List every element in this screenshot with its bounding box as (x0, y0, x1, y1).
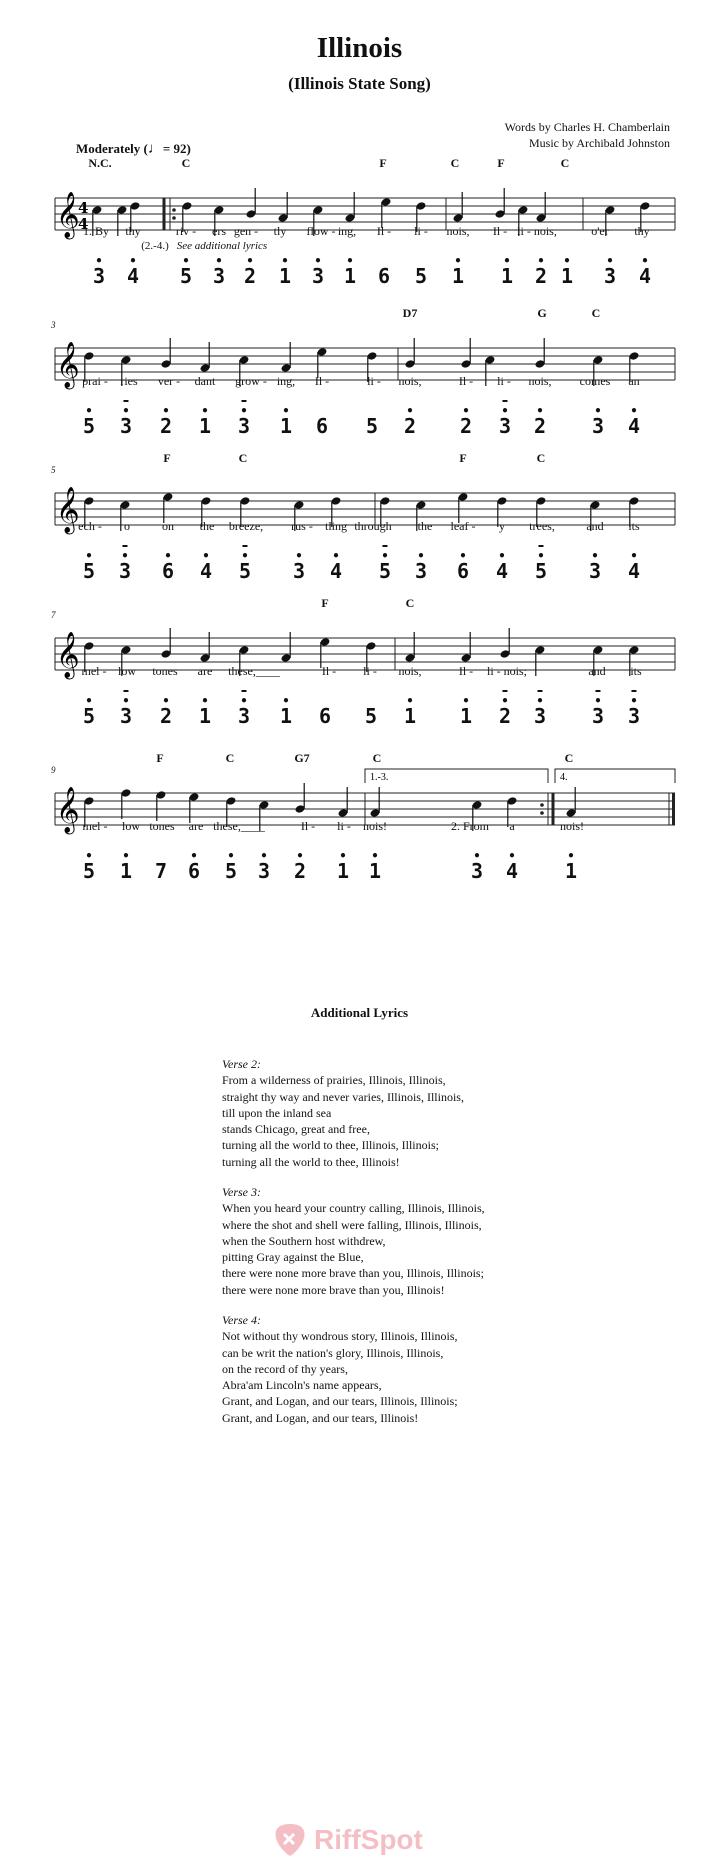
harmonica-tab-number: • 1 (120, 859, 132, 883)
lyric-syllable: li - (337, 819, 351, 833)
verse-line: on the record of thy years, (222, 1361, 348, 1376)
lyric-syllable: through (354, 519, 392, 533)
verse-line: stands Chicago, great and free, (222, 1122, 370, 1137)
verse-heading: Verse 4: (222, 1313, 261, 1327)
lyric-syllable: the (417, 519, 433, 533)
lyric-syllable: tones (149, 819, 175, 833)
measure-number: 5 (51, 465, 56, 475)
lyric-syllable: tones (152, 664, 178, 678)
lyric-syllable: 2. From (450, 819, 490, 833)
harmonica-tab-number: • 3 (293, 559, 305, 583)
ending-bracket-2 (555, 769, 675, 783)
music-credit: Music by Archibald Johnston (529, 136, 670, 150)
lyric-syllable: 1. By (82, 224, 110, 238)
harmonica-tab-number: • 3 (604, 264, 616, 288)
chord-symbol: F (379, 156, 387, 170)
harmonica-tab-number: • 5 (535, 559, 547, 583)
verse-line: From a wilderness of prairies, Illinois, Illinois, (222, 1073, 446, 1088)
verse-line: Abra'am Lincoln's name appears, (222, 1378, 382, 1393)
harmonica-tab-number: 5 (364, 704, 378, 728)
harmonica-tab-number: • 3 (119, 559, 131, 583)
lyric-note: (2.-4.) (141, 240, 169, 252)
repeat-dot (540, 803, 544, 807)
lyric-syllable: are (197, 664, 213, 678)
lyric-syllable: these,____ (213, 819, 265, 833)
harmonica-tab-number: • 2 (460, 414, 472, 438)
harmonica-tab-number: • 2 (534, 414, 546, 438)
harmonica-tab-number: • 3 (499, 414, 511, 438)
lyric-syllable: li - nois; (486, 664, 528, 678)
music-system (0, 156, 719, 320)
chord-symbol: G (537, 306, 547, 320)
harmonica-tab-number: • 5 (83, 704, 95, 728)
verse-line: can be writ the nation's glory, Illinois, Illinois, (222, 1345, 444, 1360)
harmonica-tab-number: • 3 (592, 704, 604, 728)
verse-line: straight thy way and never varies, Illinois, Illinois, (222, 1089, 464, 1104)
harmonica-tab-number: • 1 (280, 414, 292, 438)
harmonica-tab-number: • 4 (628, 559, 640, 583)
harmonica-tab-number: 7 (154, 859, 168, 883)
harmonica-tab-number: • 1 (404, 704, 416, 728)
verse-line: turning all the world to thee, Illinois, Illinois; (222, 1138, 439, 1153)
harmonica-tab-number: • 4 (506, 859, 518, 883)
chord-symbol: C (372, 751, 382, 765)
words-credit: Words by Charles H. Chamberlain (504, 120, 670, 134)
treble-clef-icon: 𝄞 (56, 192, 80, 238)
harmonica-tab-number: • 2 (244, 264, 256, 288)
lyric-syllable: Il - (314, 374, 330, 388)
lyric-syllable: gen - (233, 224, 259, 238)
tempo-bpm: = 92) (162, 141, 191, 156)
lyric-syllable: thy (634, 224, 650, 238)
harmonica-tab-number: • 3 (592, 414, 604, 438)
harmonica-tab-number: 5 (414, 264, 428, 288)
verse-line: till upon the inland sea (222, 1105, 332, 1120)
harmonica-tab-number: • 3 (93, 264, 105, 288)
harmonica-tab-number: • 3 (258, 859, 270, 883)
lyric-syllable: rus - (291, 519, 313, 533)
harmonica-tab-number: • 1 (561, 264, 573, 288)
verse-line: When you heard your country calling, Illinois, Illinois, (222, 1201, 485, 1216)
chord-symbol: C (181, 156, 191, 170)
harmonica-tab-number: • 1 (501, 264, 513, 288)
chord-symbol: D7 (402, 306, 418, 320)
verse-heading: Verse 3: (222, 1185, 261, 1199)
chord-symbol: C (536, 451, 546, 465)
lyric-syllable: its (630, 664, 642, 678)
guitar-pick-icon (272, 1822, 308, 1858)
verse-line: when the Southern host withdrew, (222, 1233, 386, 1248)
harmonica-tab-number: • 2 (160, 414, 172, 438)
lyric-syllable: Il - (376, 224, 392, 238)
lyric-syllable: Il - (458, 374, 474, 388)
verse-heading: Verse 2: (222, 1057, 261, 1071)
harmonica-tab-number: • 4 (628, 414, 640, 438)
tempo-label: Moderately (76, 141, 141, 156)
harmonica-tab-number: • 4 (127, 264, 139, 288)
music-system (0, 596, 719, 760)
lyric-syllable: these,____ (228, 664, 280, 678)
lyric-syllable: grow - (235, 374, 267, 388)
harmonica-tab-number: • 1 (369, 859, 381, 883)
lyric-syllable: flow - (306, 224, 336, 238)
harmonica-tab-number: • 5 (83, 559, 95, 583)
harmonica-tab-number: • 2 (294, 859, 306, 883)
harmonica-tab-number: • 3 (471, 859, 483, 883)
lyric-syllable: and (588, 664, 606, 678)
lyric-syllable: comes (579, 374, 611, 388)
repeat-dot (172, 208, 176, 212)
additional-lyrics-title: Additional Lyrics (310, 1005, 409, 1020)
treble-clef-icon: 𝄞 (56, 487, 80, 533)
harmonica-tab-number: • 6 (188, 859, 200, 883)
measure-number: 7 (51, 610, 56, 620)
harmonica-tab-number: • 4 (330, 559, 342, 583)
lyric-syllable: ries (120, 374, 138, 388)
harmonica-tab-number: • 5 (83, 414, 95, 438)
harmonica-tab-number: • 5 (83, 859, 95, 883)
harmonica-tab-number: • 5 (180, 264, 192, 288)
ending-label-1: 1.-3. (370, 772, 389, 783)
lyric-syllable: and (586, 519, 604, 533)
lyric-syllable: Il - (458, 664, 474, 678)
lyric-syllable: prai - (82, 374, 108, 388)
verse-line: there were none more brave than you, Illinois, Illinois; (222, 1266, 484, 1281)
ending-bracket-1 (365, 769, 548, 783)
staff (0, 620, 719, 710)
lyric-syllable: leaf - (450, 519, 476, 533)
lyric-syllable: its (628, 519, 640, 533)
harmonica-tab-number: • 6 (162, 559, 174, 583)
harmonica-tab-number: • 5 (379, 559, 391, 583)
harmonica-tab-number: • 1 (199, 414, 211, 438)
music-system (0, 306, 719, 470)
verse-block (222, 1184, 485, 1298)
lyric-syllable: nois! (560, 819, 584, 833)
lyric-syllable: li - (414, 224, 428, 238)
harmonica-tab-number: • 1 (452, 264, 464, 288)
harmonica-tab-number: • 2 (535, 264, 547, 288)
harmonica-tab-number: • 1 (199, 704, 211, 728)
lyric-syllable: ver - (157, 374, 181, 388)
repeat-dot (172, 216, 176, 220)
measure-number: 9 (51, 765, 56, 775)
chord-symbol: G7 (294, 751, 310, 765)
lyric-syllable: nois! (363, 819, 387, 833)
verse-line: pitting Gray against the Blue, (222, 1250, 364, 1265)
harmonica-tab-number: • 1 (344, 264, 356, 288)
chord-symbol: C (405, 596, 415, 610)
ending-label-2: 4. (560, 772, 568, 783)
harmonica-tab-number: 6 (318, 704, 332, 728)
harmonica-tab-number: • 1 (337, 859, 349, 883)
verse-line: Grant, and Logan, and our tears, Illinois, Illinois; (222, 1394, 458, 1409)
chord-symbol: F (156, 751, 164, 765)
chord-symbol: C (591, 306, 601, 320)
lyric-syllable: thy (125, 224, 141, 238)
lyric-syllable: breeze, (228, 519, 264, 533)
lyric-syllable: nois, (446, 224, 470, 238)
lyric-syllable: on (162, 519, 174, 533)
harmonica-tab-number: • 3 (238, 414, 250, 438)
lyric-syllable: riv - (175, 224, 197, 238)
chord-symbol: F (321, 596, 329, 610)
lyric-syllable: nois, (528, 374, 552, 388)
measure-number: 3 (51, 320, 56, 330)
lyric-syllable: o (124, 519, 130, 533)
lyric-syllable: Il - (492, 224, 508, 238)
harmonica-tab-number: • 1 (460, 704, 472, 728)
lyric-syllable: ing, (337, 224, 357, 238)
lyric-note: See additional lyrics (176, 240, 268, 252)
lyric-syllable: y (499, 519, 505, 533)
harmonica-tab-number: • 3 (628, 704, 640, 728)
riffspot-logo (272, 1820, 423, 1860)
treble-clef-icon: 𝄞 (56, 632, 80, 678)
chord-symbol: F (459, 451, 467, 465)
harmonica-tab-number: • 4 (200, 559, 212, 583)
lyric-syllable: a (509, 819, 515, 833)
song-subtitle: (Illinois State Song) (288, 74, 431, 93)
harmonica-tab-number: • 2 (404, 414, 416, 438)
harmonica-tab-number: • 6 (457, 559, 469, 583)
lyric-syllable: li - (363, 664, 377, 678)
lyric-syllable: nois, (398, 374, 422, 388)
treble-clef-icon: 𝄞 (56, 787, 80, 833)
staff (0, 330, 719, 420)
lyric-syllable: Il - (321, 664, 337, 678)
harmonica-tab-number: • 4 (639, 264, 651, 288)
verse-line: Grant, and Logan, and our tears, Illinois! (222, 1410, 419, 1425)
harmonica-tab-number: • 1 (279, 264, 291, 288)
harmonica-tab-number: • 3 (589, 559, 601, 583)
lyric-syllable: low (118, 664, 136, 678)
harmonica-tab-number: • 2 (160, 704, 172, 728)
harmonica-tab-number: • 5 (239, 559, 251, 583)
repeat-dot (540, 811, 544, 815)
lyric-syllable: li - (497, 374, 511, 388)
verse-line: there were none more brave than you, Illinois! (222, 1282, 445, 1297)
lyric-syllable: ers (212, 224, 226, 238)
harmonica-tab-number: • 3 (120, 414, 132, 438)
time-signature-top: 4 (78, 199, 89, 217)
music-system (0, 751, 719, 915)
harmonica-tab-number: • 3 (415, 559, 427, 583)
verse-line: Not without thy wondrous story, Illinois, Illinois, (222, 1329, 458, 1344)
harmonica-tab-number: 5 (365, 414, 379, 438)
tempo-open-paren: ( (143, 141, 148, 156)
harmonica-tab-number: • 2 (499, 704, 511, 728)
harmonica-tab-number: 6 (377, 264, 391, 288)
chord-symbol: N.C. (88, 156, 112, 170)
harmonica-tab-number: • 1 (565, 859, 577, 883)
chord-symbol: C (225, 751, 235, 765)
song-title: Illinois (316, 32, 403, 64)
quarter-note-icon: ♩ (147, 141, 163, 157)
lyric-syllable: an (628, 374, 640, 388)
harmonica-tab-number: • 1 (280, 704, 292, 728)
chord-symbol: C (560, 156, 570, 170)
verse-line: turning all the world to thee, Illinois! (222, 1154, 400, 1169)
lyric-syllable: li - nois, (517, 224, 557, 238)
lyric-syllable: li - (367, 374, 381, 388)
lyric-syllable: nois, (398, 664, 422, 678)
harmonica-tab-number: • 3 (238, 704, 250, 728)
lyric-syllable: are (188, 819, 204, 833)
lyric-syllable: tling (324, 519, 348, 533)
lyric-syllable: trees, (529, 519, 555, 533)
chord-symbol: C (564, 751, 574, 765)
chord-symbol: F (497, 156, 505, 170)
lyric-syllable: low (122, 819, 140, 833)
treble-clef-icon: 𝄞 (56, 342, 80, 388)
staff (0, 772, 719, 865)
harmonica-tab-number: • 3 (213, 264, 225, 288)
lyric-syllable: mel - (82, 819, 108, 833)
harmonica-tab-number: • 3 (534, 704, 546, 728)
logo-text: RiffSpot (314, 1824, 423, 1855)
chord-symbol: C (450, 156, 460, 170)
harmonica-tab-number: • 4 (496, 559, 508, 583)
lyric-syllable: dant (194, 374, 216, 388)
lyric-syllable: mel - (81, 664, 107, 678)
music-system (0, 451, 719, 615)
lyric-syllable: tly (273, 224, 287, 238)
harmonica-tab-number: 6 (315, 414, 329, 438)
lyric-syllable: the (199, 519, 215, 533)
lyric-syllable: o'er (591, 224, 609, 238)
lyric-syllable: ing, (276, 374, 296, 388)
chord-symbol: C (238, 451, 248, 465)
time-signature-bottom: 4 (78, 215, 89, 233)
verse-block (222, 1312, 458, 1426)
lyric-syllable: Il - (300, 819, 316, 833)
verse-block (222, 1056, 464, 1170)
harmonica-tab-number: • 3 (120, 704, 132, 728)
lyric-syllable: ech - (78, 519, 102, 533)
verse-line: where the shot and shell were falling, Illinois, Illinois, (222, 1217, 482, 1232)
chord-symbol: F (163, 451, 171, 465)
harmonica-tab-number: • 3 (312, 264, 324, 288)
harmonica-tab-number: • 5 (225, 859, 237, 883)
